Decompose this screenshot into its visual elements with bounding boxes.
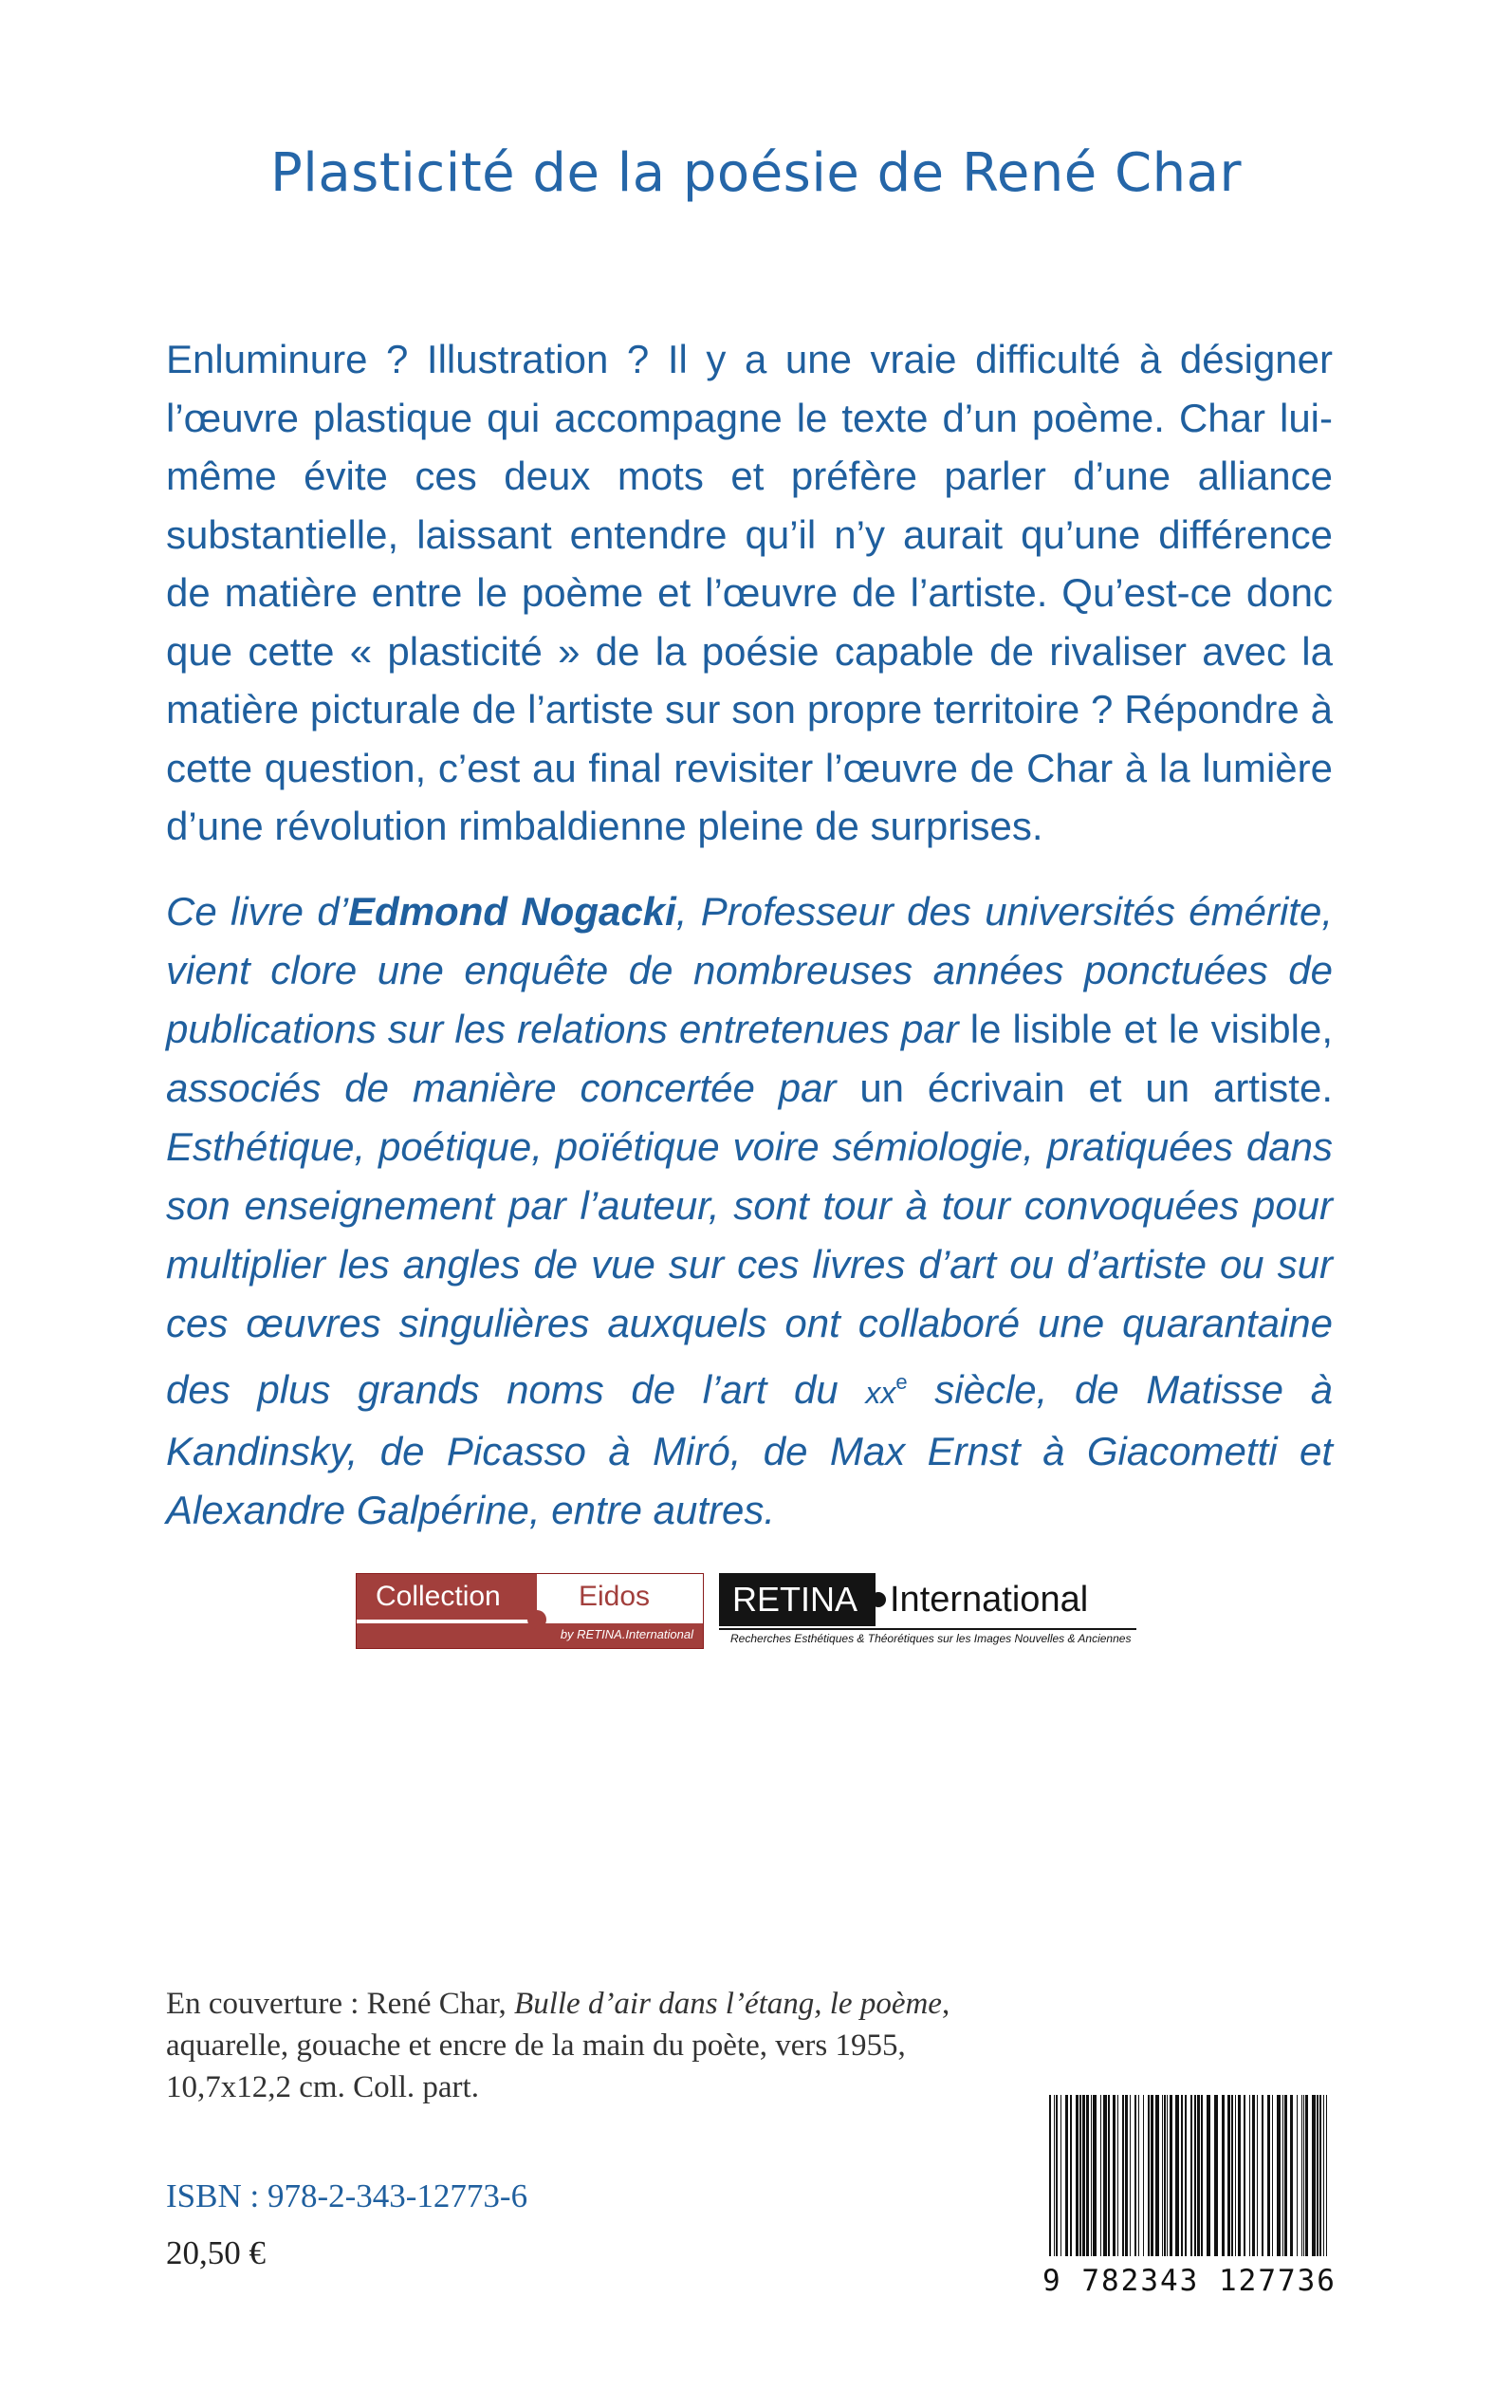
retina-international-logo: [719, 1573, 1136, 1649]
century-superscript: e: [895, 1370, 908, 1394]
barcode-bar: [1122, 2095, 1124, 2256]
barcode-bar: [1138, 2095, 1139, 2256]
barcode-bar: [1060, 2095, 1061, 2256]
barcode-bar: [1117, 2095, 1118, 2256]
barcode-bar: [1326, 2095, 1327, 2256]
barcode-bars: [1042, 2095, 1337, 2264]
barcode-bar: [1070, 2095, 1072, 2256]
logo-dot: [871, 1592, 886, 1607]
price: 20,50 €: [166, 2234, 266, 2271]
barcode-bar: [1130, 2095, 1131, 2256]
credit-text: En couverture : René Char,: [166, 1987, 515, 2021]
barcode-bar: [1267, 2095, 1270, 2256]
barcode-bar: [1272, 2095, 1273, 2256]
barcode-bar: [1151, 2095, 1153, 2256]
collection-eidos-logo: [356, 1573, 704, 1649]
barcode-digits: 9 782343 127736: [1042, 2264, 1337, 2298]
retina-label: RETINA: [719, 1573, 876, 1626]
credit-line-3: 10,7x12,2 cm. Coll. part.: [166, 2070, 479, 2104]
collection-label: Collection: [357, 1574, 537, 1620]
author-name: Edmond Nogacki: [348, 889, 676, 934]
credit-line-2: aquarelle, gouache et encre de la main du poète, vers 1955,: [166, 2028, 906, 2063]
barcode-bar: [1235, 2095, 1236, 2256]
barcode-bar: [1194, 2095, 1196, 2256]
bio-text: siècle, de Matisse à Kandinsky, de Picasso à Miró, de Max Ernst à Giacometti et Alexandre Galpérine, entre autres.: [166, 1367, 1333, 1532]
barcode-bar: [1214, 2095, 1218, 2256]
logo-rule: [719, 1628, 1136, 1630]
barcode-bar: [1244, 2095, 1245, 2256]
barcode-bar: [1207, 2095, 1210, 2256]
barcode-bar: [1167, 2095, 1168, 2256]
barcode-bar: [1231, 2095, 1233, 2256]
barcode-bar: [1252, 2095, 1255, 2256]
barcode-bar: [1108, 2095, 1110, 2256]
barcode-bar: [1282, 2095, 1283, 2256]
retina-tagline: Recherches Esthétiques & Théorétiques sur les Images Nouvelles & Anciennes: [730, 1632, 1132, 1645]
century-numeral: xx: [865, 1376, 896, 1410]
barcode-bar: [1238, 2095, 1241, 2256]
barcode-bar: [1227, 2095, 1230, 2256]
cover-credit: [166, 1983, 1020, 2108]
bio-text: le lisible et le visible,: [969, 1007, 1333, 1051]
artwork-title: Bulle d’air dans l’étang, le poème: [514, 1987, 942, 2021]
barcode-bar: [1091, 2095, 1092, 2256]
collection-by-label: by RETINA.International: [560, 1627, 693, 1641]
bio-text: , Professeur des universités émérite, vient clore une enquête de nombreuses années ponctuées de publications sur les relations entretenues par: [166, 889, 1333, 1051]
barcode-bar: [1175, 2095, 1179, 2256]
barcode-bar: [1086, 2095, 1089, 2256]
barcode-bar: [1277, 2095, 1281, 2256]
barcode-bar: [1305, 2095, 1308, 2256]
book-title: Plasticité de la poésie de René Char: [270, 142, 1242, 204]
barcode-bar: [1100, 2095, 1101, 2256]
barcode-bar: [1201, 2095, 1203, 2256]
barcode-bar: [1082, 2095, 1085, 2256]
author-bio: [166, 882, 1333, 1540]
barcode-bar: [1113, 2095, 1116, 2256]
bio-text: un écrivain et un artiste.: [859, 1065, 1334, 1110]
barcode-bar: [1185, 2095, 1187, 2256]
barcode-bar: [1170, 2095, 1172, 2256]
barcode-bar: [1303, 2095, 1304, 2256]
barcode-bar: [1164, 2095, 1166, 2256]
barcode-bar: [1065, 2095, 1068, 2256]
barcode-bar: [1197, 2095, 1200, 2256]
barcode-bar: [1257, 2095, 1258, 2256]
barcode-bar: [1181, 2095, 1183, 2256]
barcode-bar: [1056, 2095, 1058, 2256]
credit-text: ,: [941, 1987, 950, 2021]
barcode-bar: [1134, 2095, 1136, 2256]
eidos-label: Eidos: [579, 1581, 651, 1612]
barcode-bar: [1079, 2095, 1081, 2256]
bio-text: Ce livre d’: [166, 889, 349, 934]
barcode-bar: [1290, 2095, 1293, 2256]
barcode-bar: [1148, 2095, 1150, 2256]
barcode-bar: [1262, 2095, 1263, 2256]
barcode-bar: [1301, 2095, 1302, 2256]
barcode-bar: [1297, 2095, 1298, 2256]
barcode-bar: [1076, 2095, 1079, 2256]
isbn: ISBN : 978-2-343-12773-6: [166, 2177, 528, 2214]
barcode-bar: [1049, 2095, 1051, 2256]
logo-dot: [527, 1610, 546, 1629]
barcode-bar: [1093, 2095, 1097, 2256]
barcode-bar: [1323, 2095, 1324, 2256]
bio-text: Esthétique, poétique, poïétique voire sémiologie, pratiquées dans son enseignement par l’auteur, sont tour à tour convoquées pour multiplier les angles de vue sur ces livres d’art ou d’artiste ou sur ces œuvres singulières auxquels ont collaboré une quarantaine des plus grands noms de l’art du: [166, 1124, 1333, 1412]
back-cover-blurb: Enluminure ? Illustration ? Il y a une vraie difficulté à désigner l’œuvre plastique qui accompagne le texte d’un poème. Char lui-même évite ces deux mots et préfère parler d’une alliance substantielle, laissant entendre qu’il n’y aurait qu’une différence de matière entre le poème et l’œuvre de l’artiste. Qu’est-ce donc que cette « plasticité » de la poésie capable de rivaliser avec la matière picturale de l’artiste sur son propre territoire ? Répondre à cette question, c’est au final revisiter l’œuvre de Char à la lumière d’une révolution rimbaldienne pleine de surprises.: [166, 337, 1333, 848]
barcode-bar: [1190, 2095, 1192, 2256]
barcode: [1042, 2095, 1337, 2298]
barcode-bar: [1103, 2095, 1107, 2256]
barcode-bar: [1319, 2095, 1321, 2256]
barcode-bar: [1054, 2095, 1055, 2256]
barcode-bar: [1155, 2095, 1159, 2256]
barcode-bar: [1312, 2095, 1316, 2256]
bio-text: associés de manière concertée par: [166, 1065, 860, 1110]
barcode-bar: [1249, 2095, 1250, 2256]
barcode-bar: [1222, 2095, 1225, 2256]
barcode-bar: [1125, 2095, 1128, 2256]
barcode-bar: [1284, 2095, 1287, 2256]
barcode-bar: [1162, 2095, 1163, 2256]
international-label: International: [890, 1580, 1089, 1620]
barcode-bar: [1143, 2095, 1144, 2256]
barcode-bar: [1317, 2095, 1318, 2256]
